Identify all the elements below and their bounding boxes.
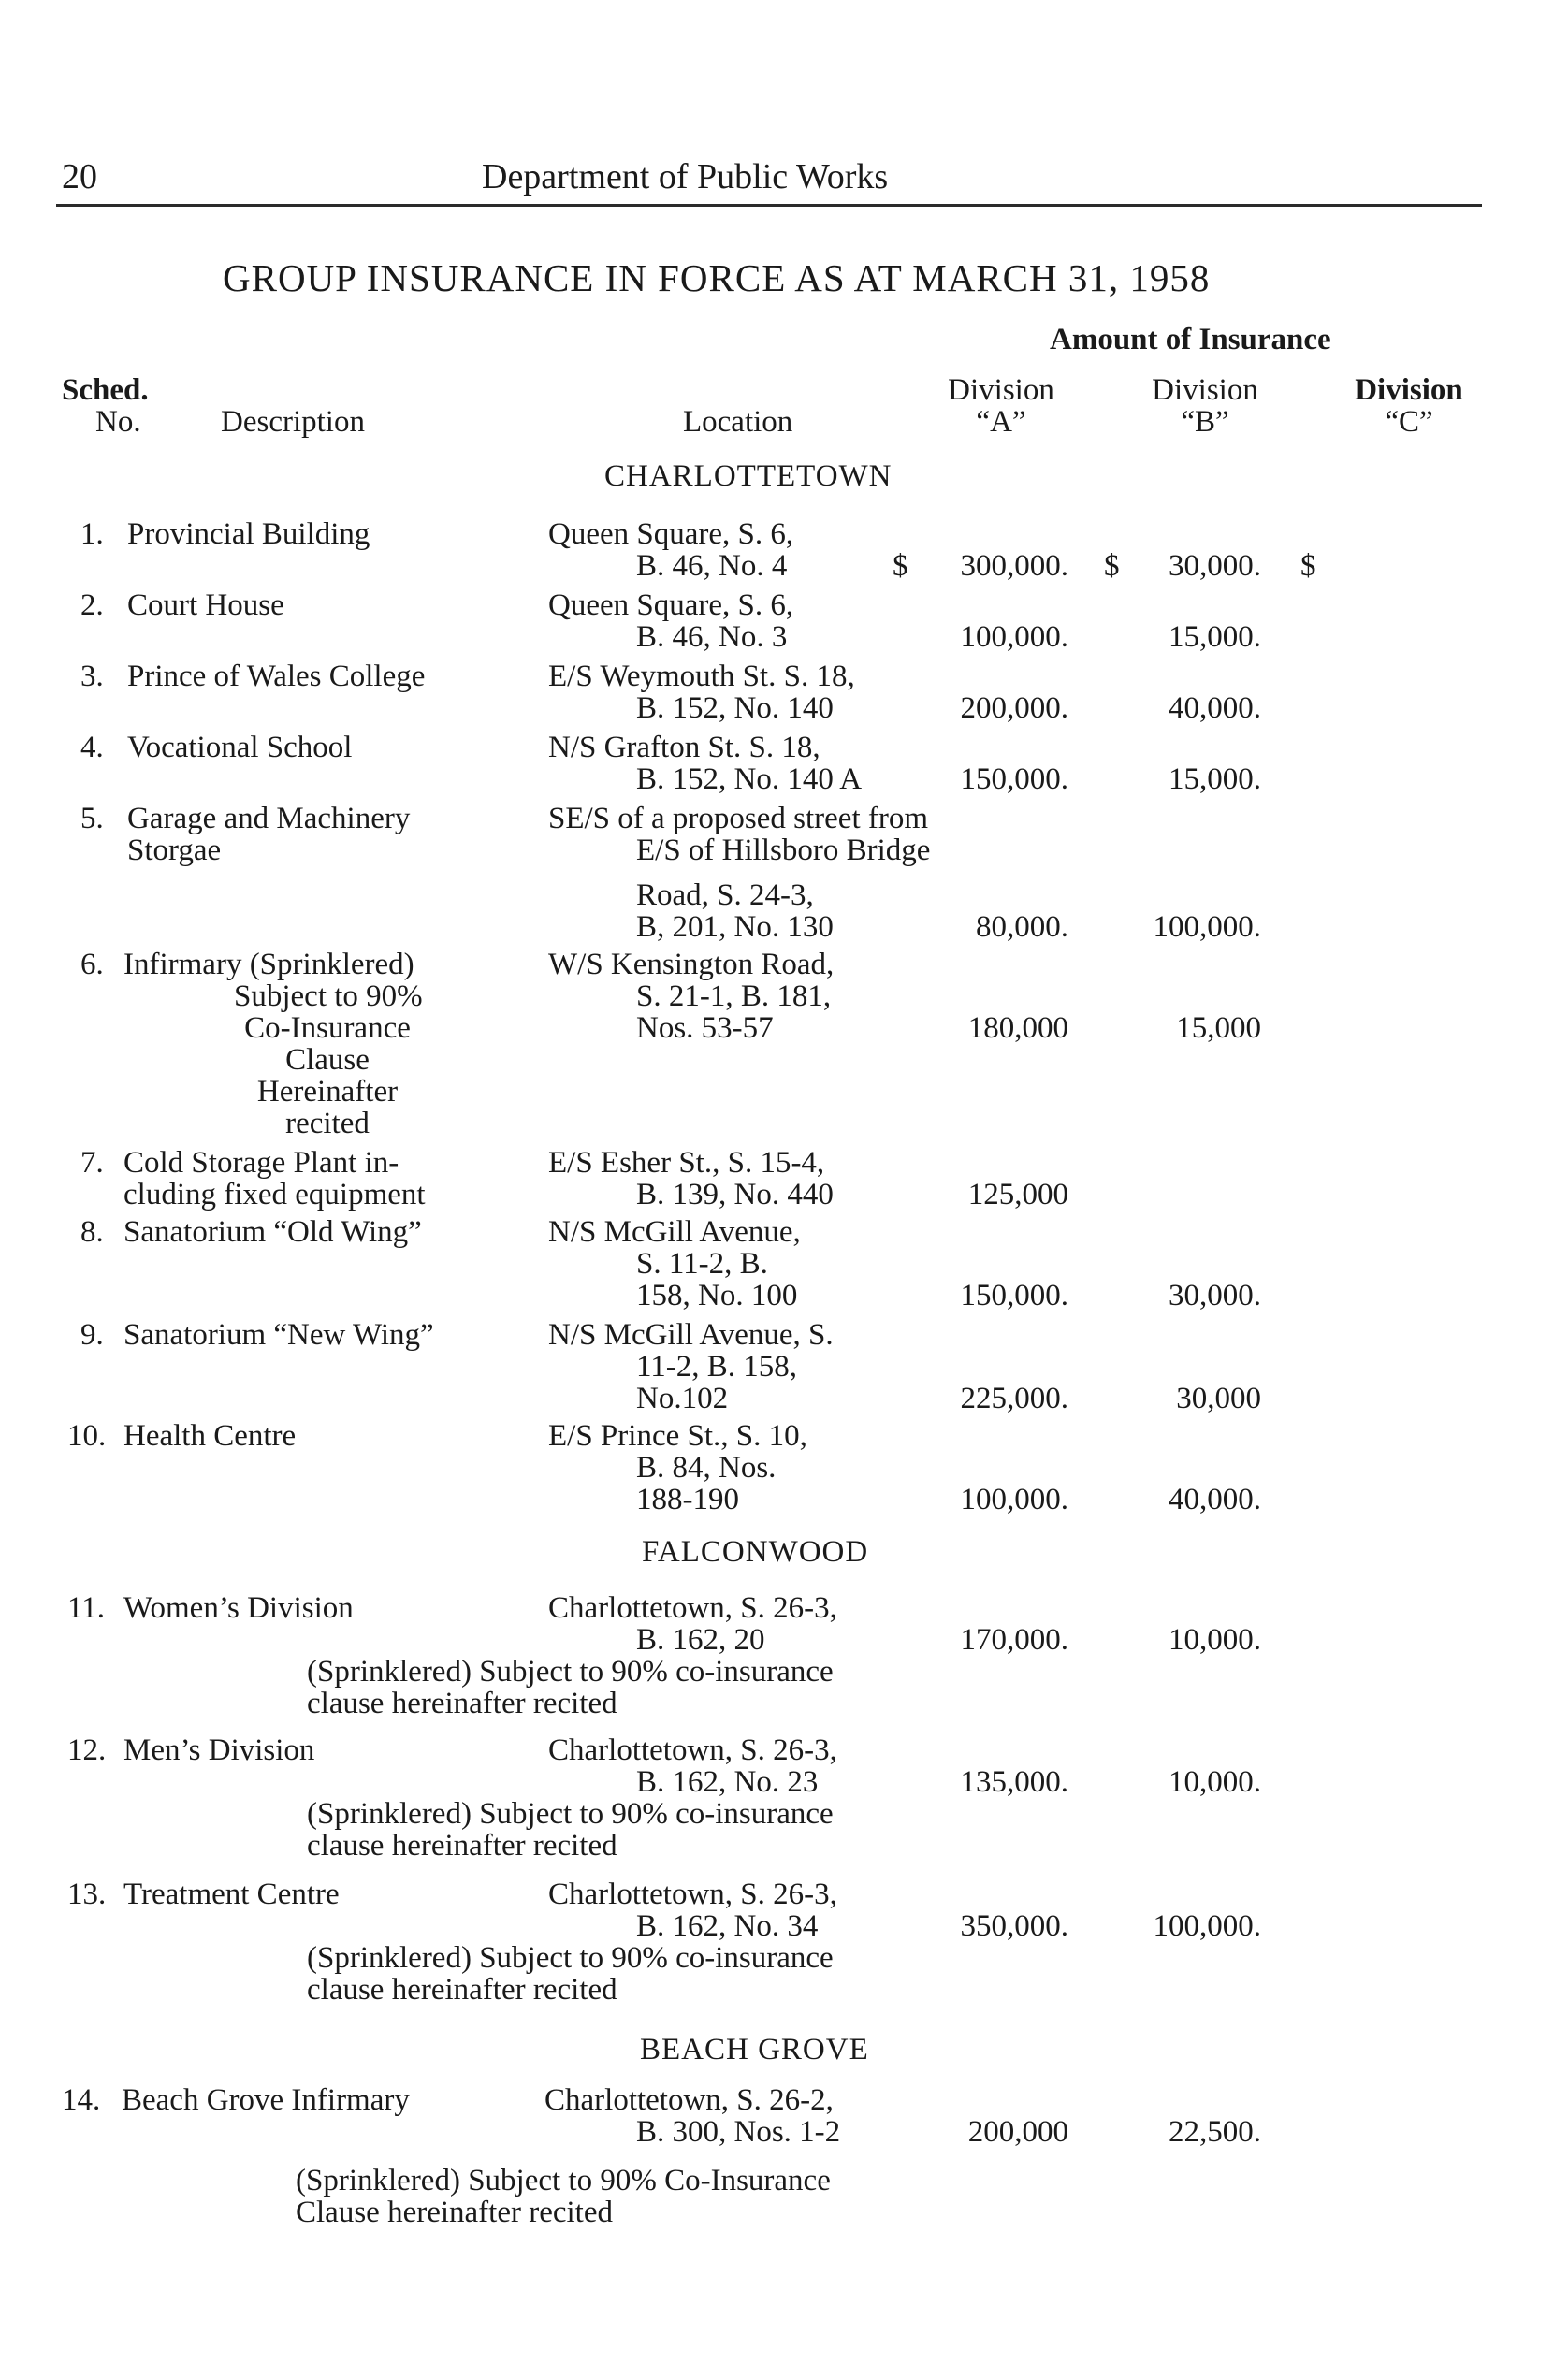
row-location: E/S Esher St., S. 15-4,	[548, 1146, 825, 1180]
row-location: B. 84, Nos.	[636, 1451, 777, 1485]
row-location: Queen Square, S. 6,	[548, 588, 794, 622]
row-description: Sanatorium “New Wing”	[123, 1318, 434, 1352]
row-description: Court House	[127, 588, 284, 622]
row-location: Charlottetown, S. 26-2,	[544, 2083, 834, 2117]
division-a-amount: 170,000.	[960, 1623, 1068, 1657]
row-location: B. 162, No. 34	[636, 1909, 819, 1943]
row-note: (Sprinklered) Subject to 90% co-insurance	[307, 1941, 834, 1975]
row-description: Hereinafter	[256, 1075, 399, 1109]
row-location: Queen Square, S. 6,	[548, 517, 794, 551]
division-b-amount: 15,000	[1176, 1011, 1261, 1045]
row-location: Charlottetown, S. 26-3,	[548, 1733, 837, 1767]
division-b-amount: 22,500.	[1169, 2115, 1261, 2149]
row-location: E/S of Hillsboro Bridge	[636, 834, 931, 867]
row-description: Women’s Division	[123, 1591, 354, 1625]
row-location: N/S McGill Avenue, S.	[548, 1318, 834, 1352]
row-location: B. 162, No. 23	[636, 1765, 819, 1799]
division-a-amount: 200,000.	[960, 691, 1068, 725]
amount-heading: Amount of Insurance	[1050, 323, 1331, 356]
division-c-heading: Division	[1355, 373, 1463, 407]
row-location: B, 201, No. 130	[636, 910, 834, 944]
row-location: N/S Grafton St. S. 18,	[548, 731, 820, 764]
row-description: Vocational School	[127, 731, 353, 764]
division-b-amount: 40,000.	[1169, 1483, 1261, 1516]
division-b-amount: 40,000.	[1169, 691, 1261, 725]
row-location: B. 152, No. 140	[636, 691, 834, 725]
row-location: 158, No. 100	[636, 1279, 798, 1312]
currency-symbol: $	[1300, 549, 1316, 583]
division-b-amount: 30,000	[1176, 1382, 1261, 1415]
row-number: 7.	[80, 1146, 104, 1180]
row-number: 9.	[80, 1318, 104, 1352]
row-note: clause hereinafter recited	[307, 1973, 617, 2007]
row-note: (Sprinklered) Subject to 90% Co-Insurance	[296, 2164, 831, 2197]
division-b-amount: 15,000.	[1169, 762, 1261, 796]
row-description: Cold Storage Plant in-	[123, 1146, 399, 1180]
division-b-amount: 30,000.	[1169, 1279, 1261, 1312]
division-a-amount: 125,000	[967, 1178, 1068, 1211]
row-note: (Sprinklered) Subject to 90% co-insurance	[307, 1797, 834, 1831]
row-location: No.102	[636, 1382, 729, 1415]
row-number: 1.	[80, 517, 104, 551]
row-description: recited	[285, 1107, 370, 1140]
row-note: clause hereinafter recited	[307, 1687, 617, 1720]
division-a-amount: 100,000.	[960, 1483, 1068, 1516]
division-a-amount: 200,000	[967, 2115, 1068, 2149]
row-note: (Sprinklered) Subject to 90% co-insurance	[307, 1655, 834, 1689]
row-location: E/S Prince St., S. 10,	[548, 1419, 807, 1453]
row-description: Provincial Building	[127, 517, 370, 551]
row-number: 6.	[80, 948, 104, 981]
division-a-amount: 300,000.	[960, 549, 1068, 583]
row-location: Charlottetown, S. 26-3,	[548, 1591, 837, 1625]
row-number: 3.	[80, 660, 104, 693]
section-heading: CHARLOTTETOWN	[604, 459, 893, 493]
row-number: 5.	[80, 802, 104, 835]
row-number: 2.	[80, 588, 104, 622]
running-header: Department of Public Works	[482, 157, 889, 196]
division-b-amount: 30,000.	[1169, 549, 1261, 583]
row-location: B. 46, No. 3	[636, 620, 788, 654]
division-b-letter: “B”	[1181, 405, 1229, 439]
division-a-amount: 225,000.	[960, 1382, 1068, 1415]
page-number: 20	[62, 157, 97, 196]
header-rule	[56, 204, 1482, 207]
row-location: 188-190	[636, 1483, 739, 1516]
division-b-amount: 100,000.	[1153, 910, 1261, 944]
division-b-amount: 10,000.	[1169, 1623, 1261, 1657]
row-location: E/S Weymouth St. S. 18,	[548, 660, 855, 693]
row-description: Treatment Centre	[123, 1878, 340, 1911]
division-b-heading: Division	[1152, 373, 1258, 407]
row-location: B. 152, No. 140 A	[636, 762, 863, 796]
division-a-letter: “A”	[976, 405, 1026, 439]
division-a-amount: 100,000.	[960, 620, 1068, 654]
row-number: 10.	[67, 1419, 107, 1453]
section-heading: FALCONWOOD	[642, 1535, 869, 1569]
row-note: Clause hereinafter recited	[296, 2196, 613, 2229]
row-number: 12.	[67, 1733, 107, 1767]
row-location: Charlottetown, S. 26-3,	[548, 1878, 837, 1911]
row-location: B. 139, No. 440	[636, 1178, 834, 1211]
row-location: S. 11-2, B.	[636, 1247, 768, 1281]
row-description: Garage and Machinery	[127, 802, 411, 835]
row-number: 11.	[67, 1591, 106, 1625]
division-a-amount: 350,000.	[960, 1909, 1068, 1943]
row-location: B. 162, 20	[636, 1623, 765, 1657]
division-b-amount: 15,000.	[1169, 620, 1261, 654]
table-title: GROUP INSURANCE IN FORCE AS AT MARCH 31, 1958	[223, 256, 1211, 299]
section-heading: BEACH GROVE	[640, 2033, 869, 2066]
row-note: clause hereinafter recited	[307, 1829, 617, 1863]
division-a-amount: 180,000	[967, 1011, 1068, 1045]
row-description: Health Centre	[123, 1419, 297, 1453]
division-a-heading: Division	[948, 373, 1054, 407]
row-description: Beach Grove Infirmary	[122, 2083, 410, 2117]
row-description: Prince of Wales College	[127, 660, 426, 693]
row-location: Nos. 53-57	[636, 1011, 774, 1045]
row-location: B. 46, No. 4	[636, 549, 788, 583]
description-heading: Description	[221, 405, 365, 439]
row-number: 8.	[80, 1215, 104, 1249]
division-a-amount: 150,000.	[960, 762, 1068, 796]
sched-heading: Sched.	[62, 373, 149, 407]
row-description: Sanatorium “Old Wing”	[123, 1215, 422, 1249]
row-location: 11-2, B. 158,	[636, 1350, 798, 1384]
row-location: SE/S of a proposed street from	[548, 802, 929, 835]
division-b-amount: 100,000.	[1153, 1909, 1261, 1943]
row-number: 13.	[67, 1878, 107, 1911]
row-description: Men’s Division	[123, 1733, 315, 1767]
row-description: cluding fixed equipment	[123, 1178, 426, 1211]
currency-symbol: $	[1104, 549, 1120, 583]
row-number: 4.	[80, 731, 104, 764]
row-location: Road, S. 24-3,	[636, 878, 814, 912]
row-description: Storgae	[127, 834, 222, 867]
row-description: Infirmary (Sprinklered)	[123, 948, 414, 981]
currency-symbol: $	[893, 549, 908, 583]
row-location: B. 300, Nos. 1-2	[636, 2115, 841, 2149]
row-location: S. 21-1, B. 181,	[636, 979, 832, 1013]
location-heading: Location	[683, 405, 793, 439]
row-location: W/S Kensington Road,	[548, 948, 835, 981]
division-b-amount: 10,000.	[1169, 1765, 1261, 1799]
row-number: 14.	[62, 2083, 101, 2117]
division-c-letter: “C”	[1385, 405, 1433, 439]
row-description: Co-Insurance	[244, 1011, 411, 1045]
division-a-amount: 135,000.	[960, 1765, 1068, 1799]
division-a-amount: 80,000.	[976, 910, 1068, 944]
no-heading: No.	[95, 405, 141, 439]
row-description: Subject to 90%	[234, 979, 423, 1013]
division-a-amount: 150,000.	[960, 1279, 1068, 1312]
row-location: N/S McGill Avenue,	[548, 1215, 801, 1249]
row-description: Clause	[285, 1043, 370, 1077]
